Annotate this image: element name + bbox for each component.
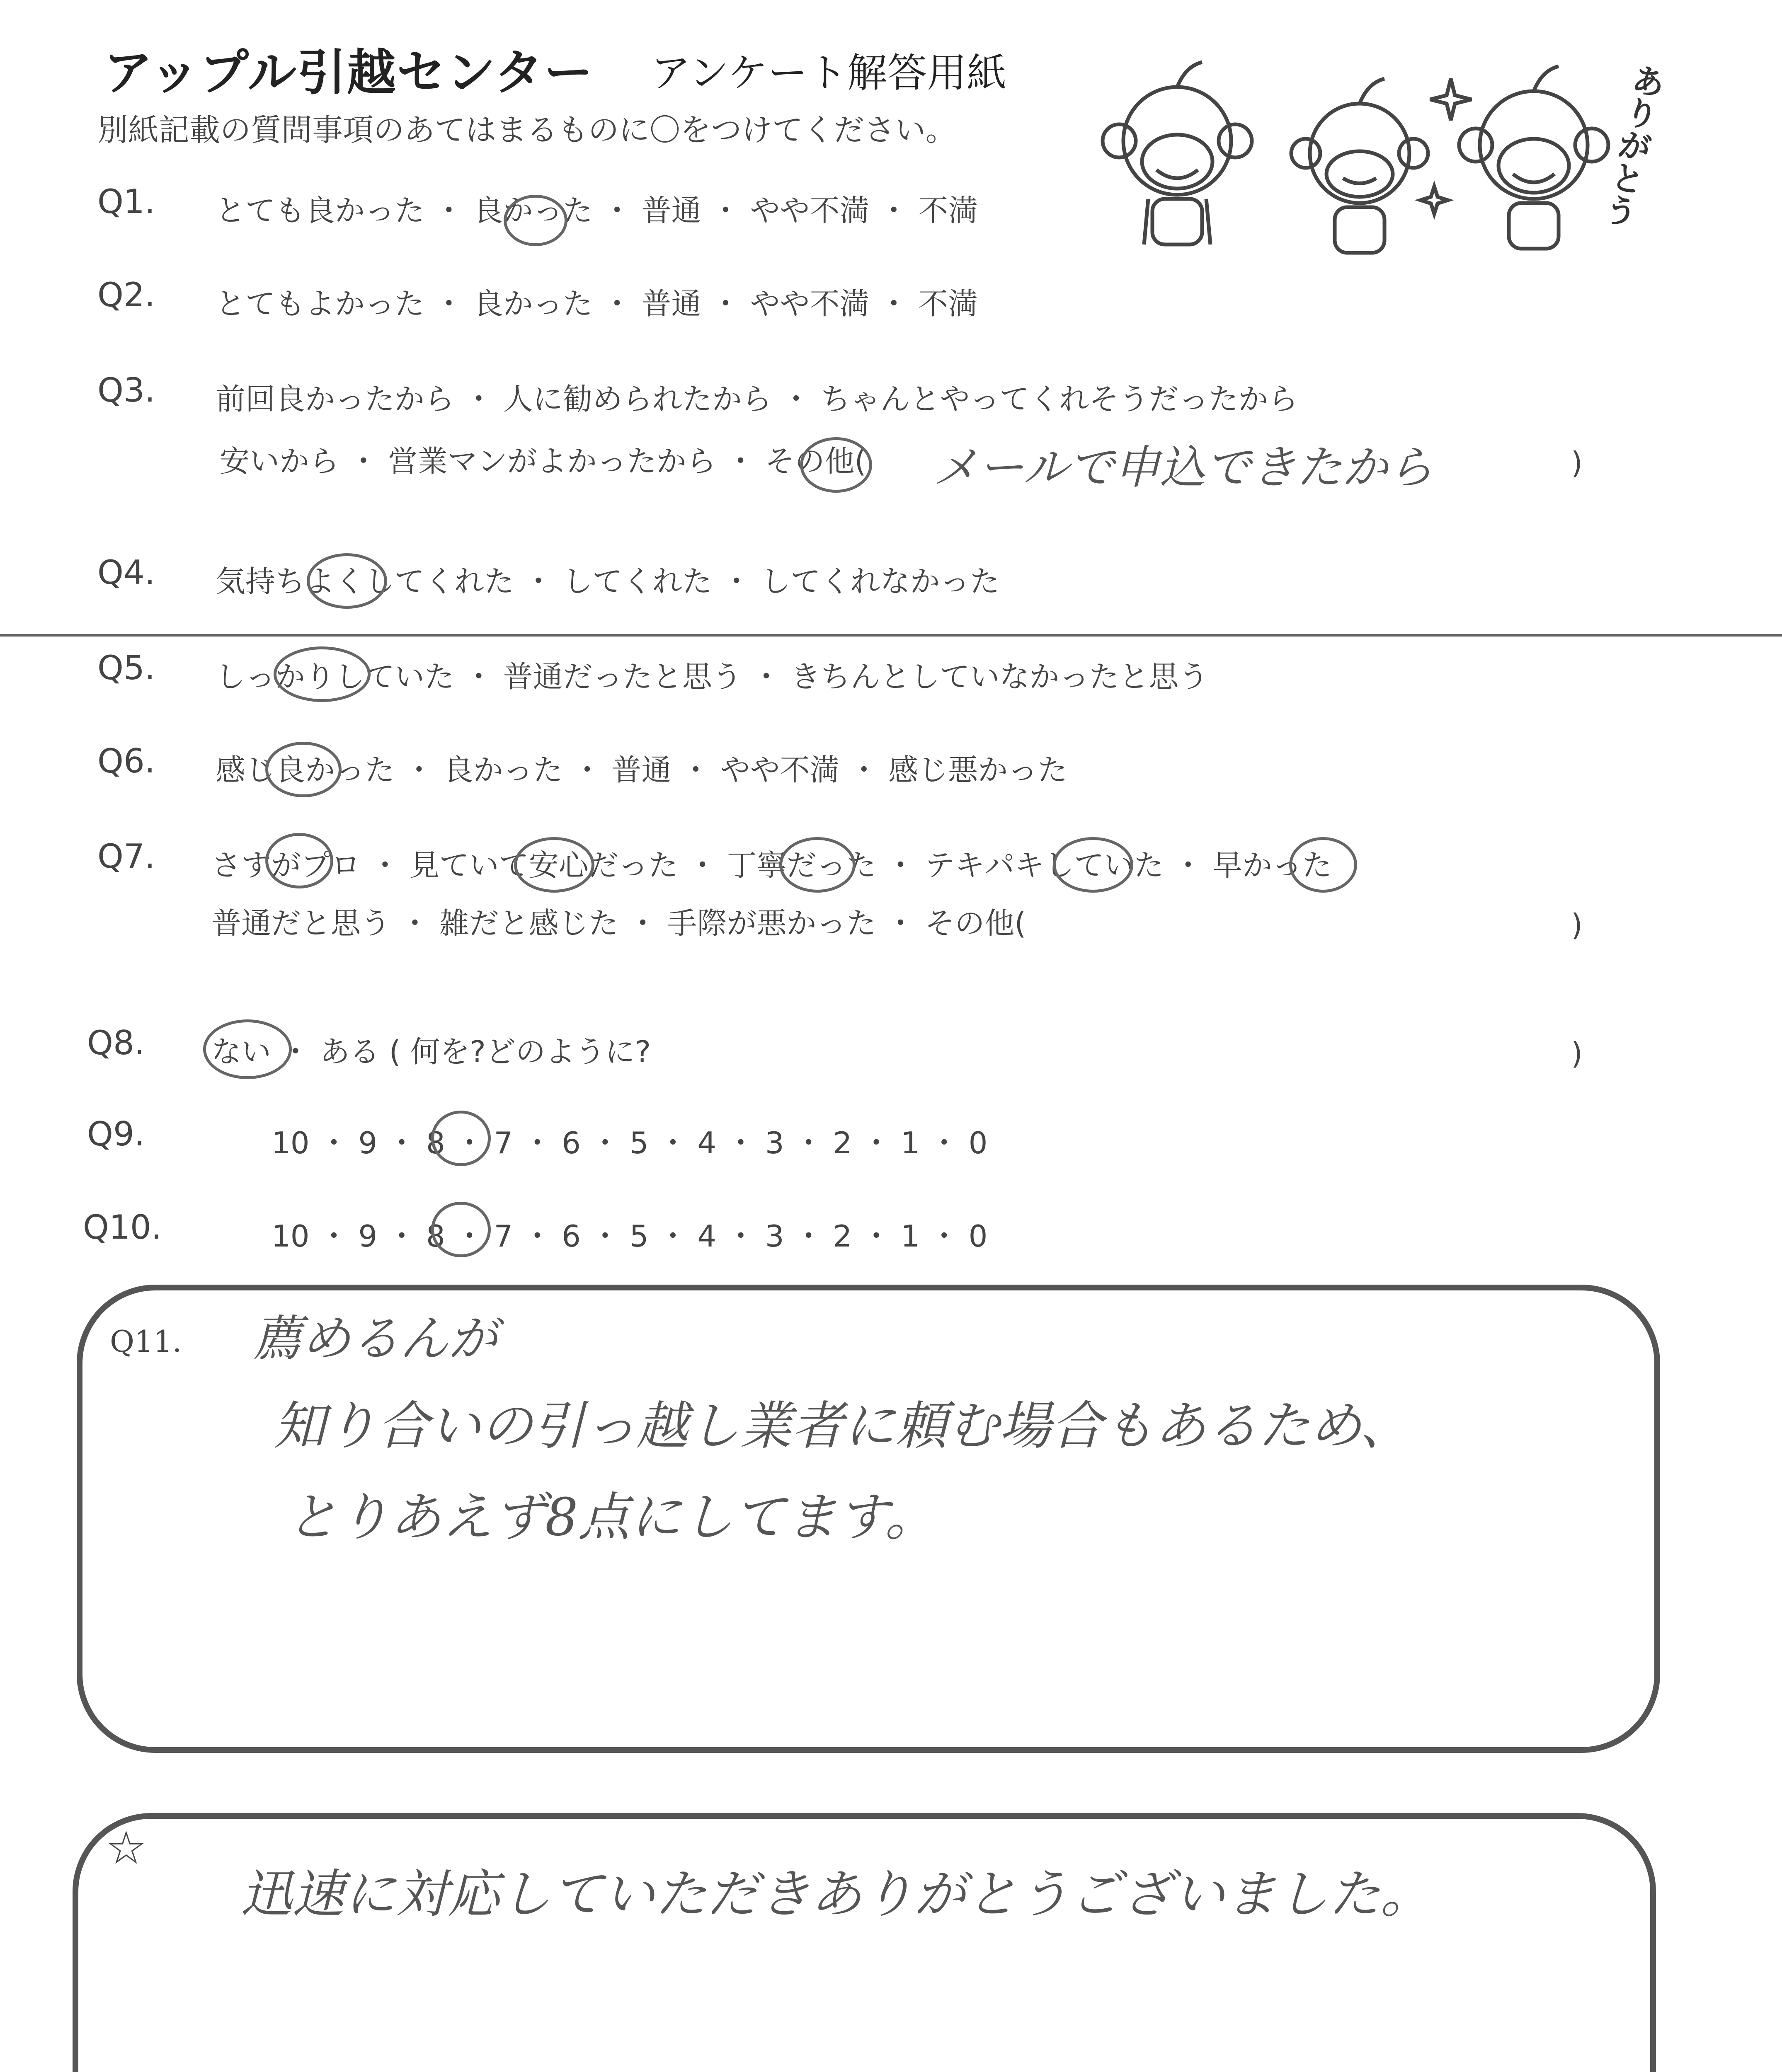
star-handwritten-comment: 迅速に対応していただきありがとうございました。 bbox=[240, 1864, 1432, 1924]
q9-scale: 10 ・ 9 ・ 8 ・ 7 ・ 6 ・ 5 ・ 4 ・ 3 ・ 2 ・ 1 ・ 0 bbox=[272, 1126, 988, 1160]
q10-label: Q10. bbox=[83, 1208, 162, 1247]
q8-label: Q8. bbox=[87, 1024, 145, 1062]
q4-options: 気持ちよくしてくれた ・ してくれた ・ してくれなかった bbox=[216, 564, 1000, 599]
q4-answer-circle bbox=[307, 553, 387, 609]
q5-label: Q5. bbox=[97, 649, 155, 687]
q7-answer-circle-4 bbox=[1053, 837, 1133, 893]
q11-handwritten-line1: 薦めるんが bbox=[253, 1310, 498, 1367]
mascot-thanks-text: ありがとう bbox=[1596, 60, 1668, 230]
q4-label: Q4. bbox=[97, 553, 155, 592]
q7-answer-circle-5 bbox=[1289, 837, 1357, 893]
page-title: アップル引越センター bbox=[104, 44, 594, 101]
q8-options: ない ・ ある ( 何を?どのように? bbox=[211, 1034, 651, 1069]
q7-answer-circle-3 bbox=[779, 837, 856, 893]
q3-options-line1: 前回良かったから ・ 人に勧められたから ・ ちゃんとやってくれそうだったから bbox=[216, 382, 1298, 416]
q7-answer-circle-1 bbox=[265, 833, 333, 888]
q1-answer-circle bbox=[504, 195, 567, 246]
q11-label: Q11. bbox=[110, 1324, 182, 1359]
q5-answer-circle bbox=[274, 646, 371, 702]
q10-answer-circle bbox=[431, 1202, 491, 1257]
q3-label: Q3. bbox=[97, 371, 155, 409]
q7-options-line2: 普通だと思う ・ 雑だと感じた ・ 手際が悪かった ・ その他( bbox=[211, 906, 1026, 941]
q7-options-line1: さすがプロ ・ 見ていて安心だった ・ 丁寧だった ・ テキパキしていた ・ 早かった bbox=[211, 848, 1332, 883]
instruction-text: 別紙記載の質問事項のあてはまるものに〇をつけてください。 bbox=[97, 112, 956, 148]
star-icon: ☆ bbox=[106, 1821, 147, 1874]
q9-answer-circle bbox=[431, 1111, 491, 1166]
q6-label: Q6. bbox=[97, 742, 155, 780]
star-comment-box bbox=[73, 1813, 1656, 2072]
q3-options-line2: 安いから ・ 営業マンがよかったから ・ その他( bbox=[220, 444, 866, 479]
q1-options: とても良かった ・ 良かった ・ 普通 ・ やや不満 ・ 不満 bbox=[216, 193, 978, 228]
q7-answer-circle-2 bbox=[514, 837, 594, 893]
q8-answer-circle bbox=[203, 1019, 292, 1079]
q3-close-paren: ) bbox=[1571, 445, 1583, 480]
q2-options: とてもよかった ・ 良かった ・ 普通 ・ やや不満 ・ 不満 bbox=[216, 286, 978, 321]
q5-options: しっかりしていた ・ 普通だったと思う ・ きちんとしていなかったと思う bbox=[216, 659, 1209, 694]
q3-handwritten-other: メールで申込できたから bbox=[933, 441, 1433, 494]
q11-handwritten-line3: とりあえず8点にしてます。 bbox=[286, 1487, 937, 1547]
q6-answer-circle bbox=[265, 742, 342, 797]
q1-label: Q1. bbox=[97, 182, 155, 221]
q8-close-paren: ) bbox=[1571, 1036, 1583, 1071]
q7-close-paren: ) bbox=[1571, 908, 1583, 942]
q10-scale: 10 ・ 9 ・ 8 ・ 7 ・ 6 ・ 5 ・ 4 ・ 3 ・ 2 ・ 1 ・ 0 bbox=[272, 1219, 988, 1254]
q3-answer-circle bbox=[800, 437, 872, 493]
q9-label: Q9. bbox=[87, 1115, 145, 1153]
q7-label: Q7. bbox=[97, 837, 155, 876]
q2-label: Q2. bbox=[97, 276, 155, 314]
q11-handwritten-line2: 知り合いの引っ越し業者に頼む場合もあるため、 bbox=[274, 1396, 1411, 1456]
fold-line bbox=[0, 634, 1782, 637]
page-subtitle: アンケート解答用紙 bbox=[651, 50, 1007, 96]
mascot-monkeys-illustration bbox=[1094, 50, 1675, 265]
q6-options: 感じ良かった ・ 良かった ・ 普通 ・ やや不満 ・ 感じ悪かった bbox=[216, 753, 1068, 787]
